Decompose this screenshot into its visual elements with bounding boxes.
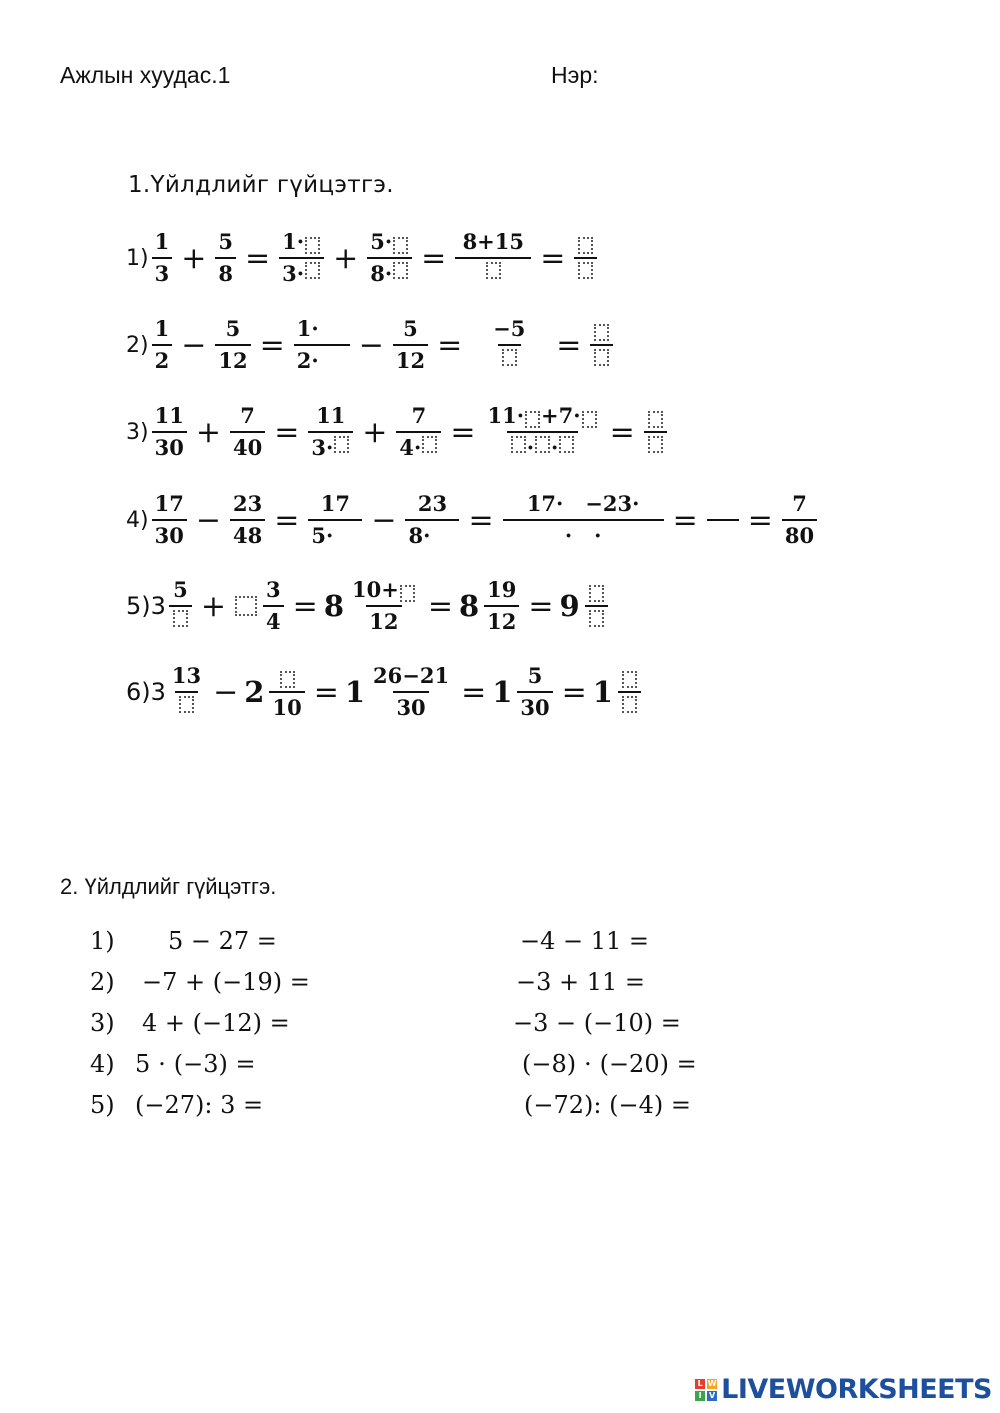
problem-5: 5)3 5 + $\frac{3}{4}$ = 8 $\frac{10+}{12}$ = 8 $\frac{19}{12}$ = 9: [126, 566, 611, 646]
item-number: 5): [90, 1091, 115, 1119]
problem-2: 2) 1 2 − $\frac{5}{12}$ = $\frac{1\cdot}{2\cdot}$ − $\frac{5}{12}$ = −5 =: [126, 305, 616, 385]
problem-3: 3) 11 30 + $\frac{7}{40}$ = $\frac{11}{3\cdot}$ + $\frac{7}{4\cdot}$ = 11· +7· · · =: [126, 392, 670, 472]
answer-box[interactable]: [525, 411, 540, 428]
fraction: 1 3: [152, 230, 173, 286]
item-number: 2): [90, 968, 115, 996]
expression: (−8) ⋅ (−20) =: [522, 1050, 697, 1078]
name-label: Нэр:: [551, 62, 599, 88]
answer-box[interactable]: [648, 436, 663, 453]
answer-box[interactable]: [589, 585, 604, 602]
answer-box[interactable]: [594, 349, 609, 366]
expression: 4 + (−12) =: [142, 1009, 290, 1037]
problem-label: 3): [126, 419, 149, 445]
section1-title: 1.Үйлдлийг гүйцэтгэ.: [128, 172, 394, 198]
liveworksheets-logo[interactable]: [695, 1374, 992, 1405]
answer-box[interactable]: [334, 436, 349, 453]
answer-box[interactable]: [173, 610, 188, 627]
answer-box[interactable]: [622, 696, 637, 713]
problem-label: 2): [126, 332, 149, 358]
item-number: 3): [90, 1009, 115, 1037]
fraction: $\frac{5\cdot}{8\cdot}$: [367, 230, 412, 286]
problem-1: 1) 1 3 + $\frac{5}{8}$ = $\frac{1\cdot}{3\cdot}$ + $\frac{5\cdot}{8\cdot}$ = 8+15 =: [126, 218, 600, 298]
answer-box[interactable]: [305, 237, 320, 254]
answer-box[interactable]: [582, 411, 597, 428]
answer-box[interactable]: [535, 436, 550, 453]
problem-label: 4): [126, 507, 149, 533]
fraction: $\frac{1\cdot}{3\cdot}$: [279, 230, 324, 286]
problem-label: 6)3: [126, 678, 166, 706]
expression: −3 − (−10) =: [513, 1009, 681, 1037]
problem-label: 5)3: [126, 592, 166, 620]
expression: −7 + (−19) =: [142, 968, 310, 996]
problem-label: 1): [126, 245, 149, 271]
expression: −3 + 11 =: [516, 968, 646, 996]
brand-name: LIVEWORKSHEETS: [721, 1374, 992, 1405]
problem-4: 4) 17 30 − $\frac{23}{48}$ = $\frac{17}{5\cdot}$ − $\frac{23}{8\cdot}$ = 17· −23· · · = = $\frac{7}{80}$: [126, 480, 820, 560]
answer-box[interactable]: [622, 671, 637, 688]
answer-box[interactable]: [648, 411, 663, 428]
answer-box[interactable]: [235, 596, 257, 616]
expression: (−72): (−4) =: [524, 1091, 691, 1119]
answer-box[interactable]: [280, 671, 295, 688]
answer-box[interactable]: [305, 262, 320, 279]
answer-box[interactable]: [594, 324, 609, 341]
answer-box[interactable]: [393, 237, 408, 254]
answer-box[interactable]: [589, 610, 604, 627]
expression: (−27): 3 =: [135, 1091, 264, 1119]
answer-box[interactable]: [511, 436, 526, 453]
expression: −4 − 11 =: [520, 927, 650, 955]
answer-box[interactable]: [393, 262, 408, 279]
section2-title: 2. Үйлдлийг гүйцэтгэ.: [60, 874, 277, 899]
expression: 5 − 27 =: [168, 927, 277, 955]
answer-box[interactable]: [422, 436, 437, 453]
fraction: $\frac{5}{8}$: [215, 230, 236, 286]
worksheet-title: Ажлын хуудас.1: [60, 62, 231, 88]
answer-box[interactable]: [486, 262, 501, 279]
expression: 5 ⋅ (−3) =: [135, 1050, 256, 1078]
fraction: [574, 230, 597, 286]
answer-box[interactable]: [578, 237, 593, 254]
logo-icon: L W I V: [695, 1379, 717, 1401]
item-number: 1): [90, 927, 115, 955]
answer-box[interactable]: [578, 262, 593, 279]
answer-box[interactable]: [179, 696, 194, 713]
problem-6: 6)3 13 − 2 10 = 1 $\frac{26-21}{30}$ = 1 $\frac{5}{30}$ = 1: [126, 652, 644, 732]
fraction: 8+15: [455, 230, 531, 286]
answer-box[interactable]: [400, 585, 415, 602]
item-number: 4): [90, 1050, 115, 1078]
answer-box[interactable]: [502, 349, 517, 366]
answer-box[interactable]: [559, 436, 574, 453]
